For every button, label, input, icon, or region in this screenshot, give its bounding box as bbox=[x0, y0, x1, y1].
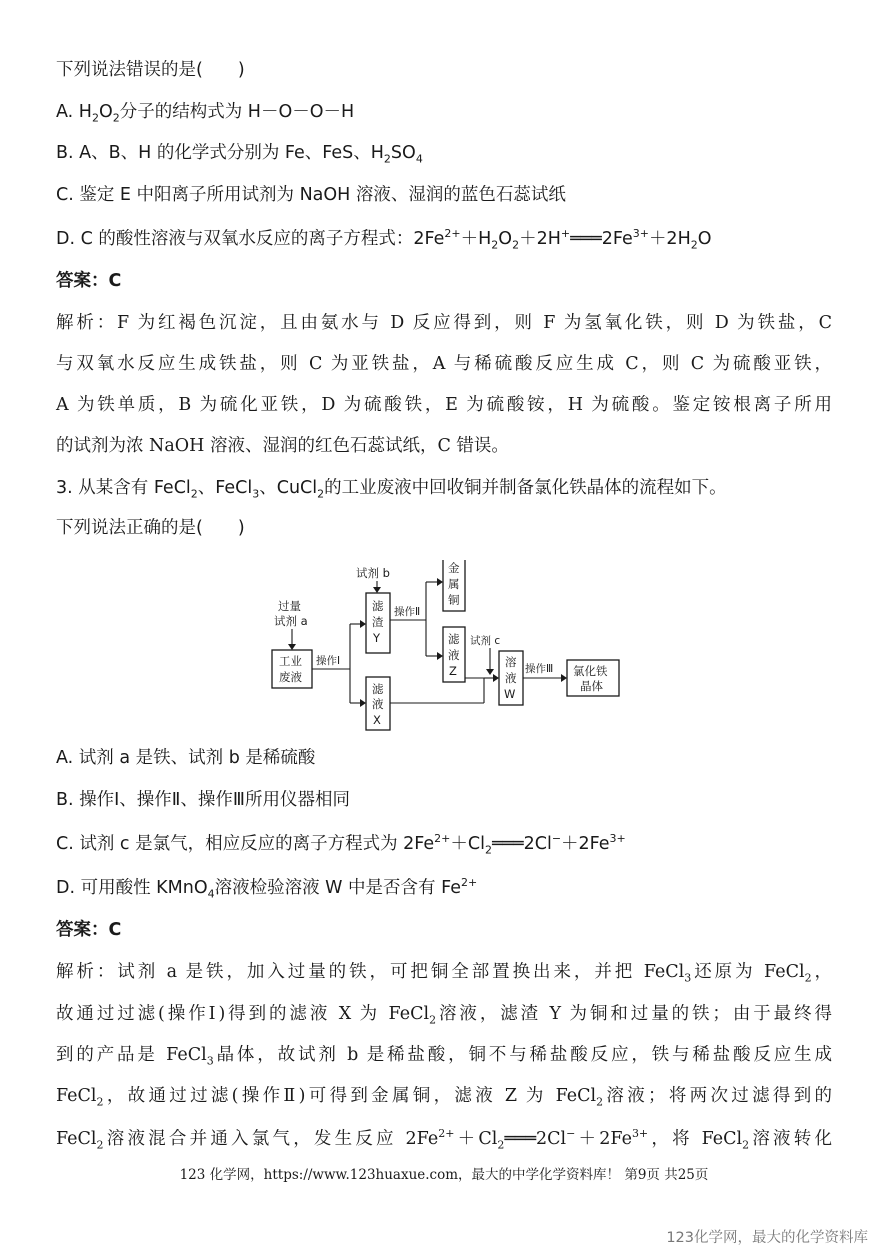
reagent-b-label: 试剂 b bbox=[356, 566, 390, 580]
excess-label: 过量 bbox=[278, 599, 301, 613]
crystal-2: 晶体 bbox=[580, 679, 603, 693]
q2-option-d: D. C 的酸性溶液与双氧水反应的离子方程式：$2Fe^{2+}+H_2O_2+2H^+═══2Fe^{3+}+2H_2O$ bbox=[56, 227, 712, 252]
copper-3: 铜 bbox=[448, 593, 460, 607]
q3-option-d: D. 可用酸性 KMnO$_4$溶液检验溶液 W 中是否含有 $Fe^{2+}$ bbox=[56, 876, 478, 901]
q2-analysis-line-4: 的试剂为浓 NaOH 溶液、湿润的红色石蕊试纸，C 错误。 bbox=[56, 436, 509, 456]
q2-analysis-line-2: 与双氧水反应生成铁盐，则 C 为亚铁盐，A 与稀硫酸反应生成 C，则 C 为硫酸亚铁， bbox=[56, 354, 832, 374]
filtrate-z-3: Z bbox=[449, 664, 457, 678]
residue-y-2: 渣 bbox=[372, 615, 384, 629]
q2-option-b: B. A、B、H 的化学式分别为 Fe、FeS、$H_2SO_4$ bbox=[56, 143, 423, 166]
q2-analysis-line-1: 解析：F 为红褐色沉淀，且由氨水与 D 反应得到，则 F 为氢氧化铁，则 D 为铁盐，C bbox=[56, 313, 832, 333]
q3-option-c: C. 试剂 c 是氯气，相应反应的离子方程式为 $2Fe^{2+}+Cl_2═══2Cl^-+2Fe^{3+}$ bbox=[56, 832, 626, 857]
filtrate-x-2: 液 bbox=[372, 697, 384, 711]
waste-line-1: 工业 bbox=[279, 654, 302, 668]
q2-analysis-line-3: A 为铁单质，B 为硫化亚铁，D 为硫酸铁，E 为硫酸铵，H 为硫酸。鉴定铵根离子所用 bbox=[56, 395, 832, 415]
reagent-c-label: 试剂 c bbox=[470, 635, 501, 647]
q3-answer: 答案：C bbox=[56, 920, 122, 940]
q2-stem: 下列说法错误的是( ) bbox=[56, 60, 245, 80]
page-footer: 123 化学网，https://www.123huaxue.com，最大的中学化学资料库！ 第9页 共25页 bbox=[179, 1167, 709, 1183]
filtrate-x-1: 滤 bbox=[372, 682, 384, 696]
q2-answer: 答案：C bbox=[56, 271, 122, 291]
solution-w-2: 液 bbox=[505, 671, 517, 685]
q3-option-b: B. 操作Ⅰ、操作Ⅱ、操作Ⅲ所用仪器相同 bbox=[56, 790, 350, 810]
solution-w-3: W bbox=[504, 687, 516, 701]
q3-analysis-line-2: 故通过过滤(操作Ⅰ)得到的滤液 X 为 FeCl$_2$溶液，滤渣 Y 为铜和过量的铁；由于最终得 bbox=[56, 1004, 832, 1027]
filtrate-x-3: X bbox=[373, 713, 381, 727]
q2-option-a: A. $H_2O_2$分子的结构式为 H－O－O－H bbox=[56, 102, 355, 125]
q3-analysis-line-4: FeCl$_2$，故通过过滤(操作Ⅱ)可得到金属铜，滤液 Z 为 FeCl$_2$溶液；将两次过滤得到的 bbox=[56, 1086, 832, 1109]
waste-line-2: 废液 bbox=[279, 670, 302, 684]
residue-y-1: 滤 bbox=[372, 599, 384, 613]
op2-label: 操作Ⅱ bbox=[394, 606, 421, 618]
filtrate-z-1: 滤 bbox=[448, 632, 460, 646]
copper-1: 金 bbox=[448, 561, 460, 575]
copper-2: 属 bbox=[448, 577, 460, 591]
q2-option-c: C. 鉴定 E 中阳离子所用试剂为 NaOH 溶液、湿润的蓝色石蕊试纸 bbox=[56, 185, 566, 205]
q3-analysis-line-1: 解析：试剂 a 是铁，加入过量的铁，可把铜全部置换出来，并把 FeCl$_3$还原为 FeCl$_2$， bbox=[56, 962, 832, 985]
reagent-a-label: 试剂 a bbox=[274, 614, 308, 628]
watermark: 123化学网，最大的化学资料库 bbox=[666, 1230, 868, 1246]
solution-w-1: 溶 bbox=[505, 655, 517, 669]
q3-analysis-line-3: 到的产品是 FeCl$_3$晶体，故试剂 b 是稀盐酸，铜不与稀盐酸反应，铁与稀盐酸反应生成 bbox=[56, 1045, 833, 1068]
q3-analysis-line-5: FeCl$_2$溶液混合并通入氯气，发生反应 $2Fe^{2+}+Cl_2═══2Cl^-+2Fe^{3+}$，将 FeCl$_2$溶液转化 bbox=[56, 1127, 832, 1152]
process-flow-diagram bbox=[268, 560, 628, 735]
residue-y-3: Y bbox=[373, 631, 381, 645]
op1-label: 操作Ⅰ bbox=[316, 655, 341, 667]
filtrate-z-2: 液 bbox=[448, 648, 460, 662]
q3-stem-2: 下列说法正确的是( ) bbox=[56, 518, 245, 538]
q3-stem: 3. 从某含有 FeCl$_2$、FeCl$_3$、CuCl$_2$的工业废液中回收铜并制备氯化铁晶体的流程如下。 bbox=[56, 478, 727, 501]
crystal-1: 氯化铁 bbox=[573, 664, 608, 678]
op3-label: 操作Ⅲ bbox=[525, 663, 554, 675]
q3-option-a: A. 试剂 a 是铁、试剂 b 是稀硫酸 bbox=[56, 748, 316, 768]
